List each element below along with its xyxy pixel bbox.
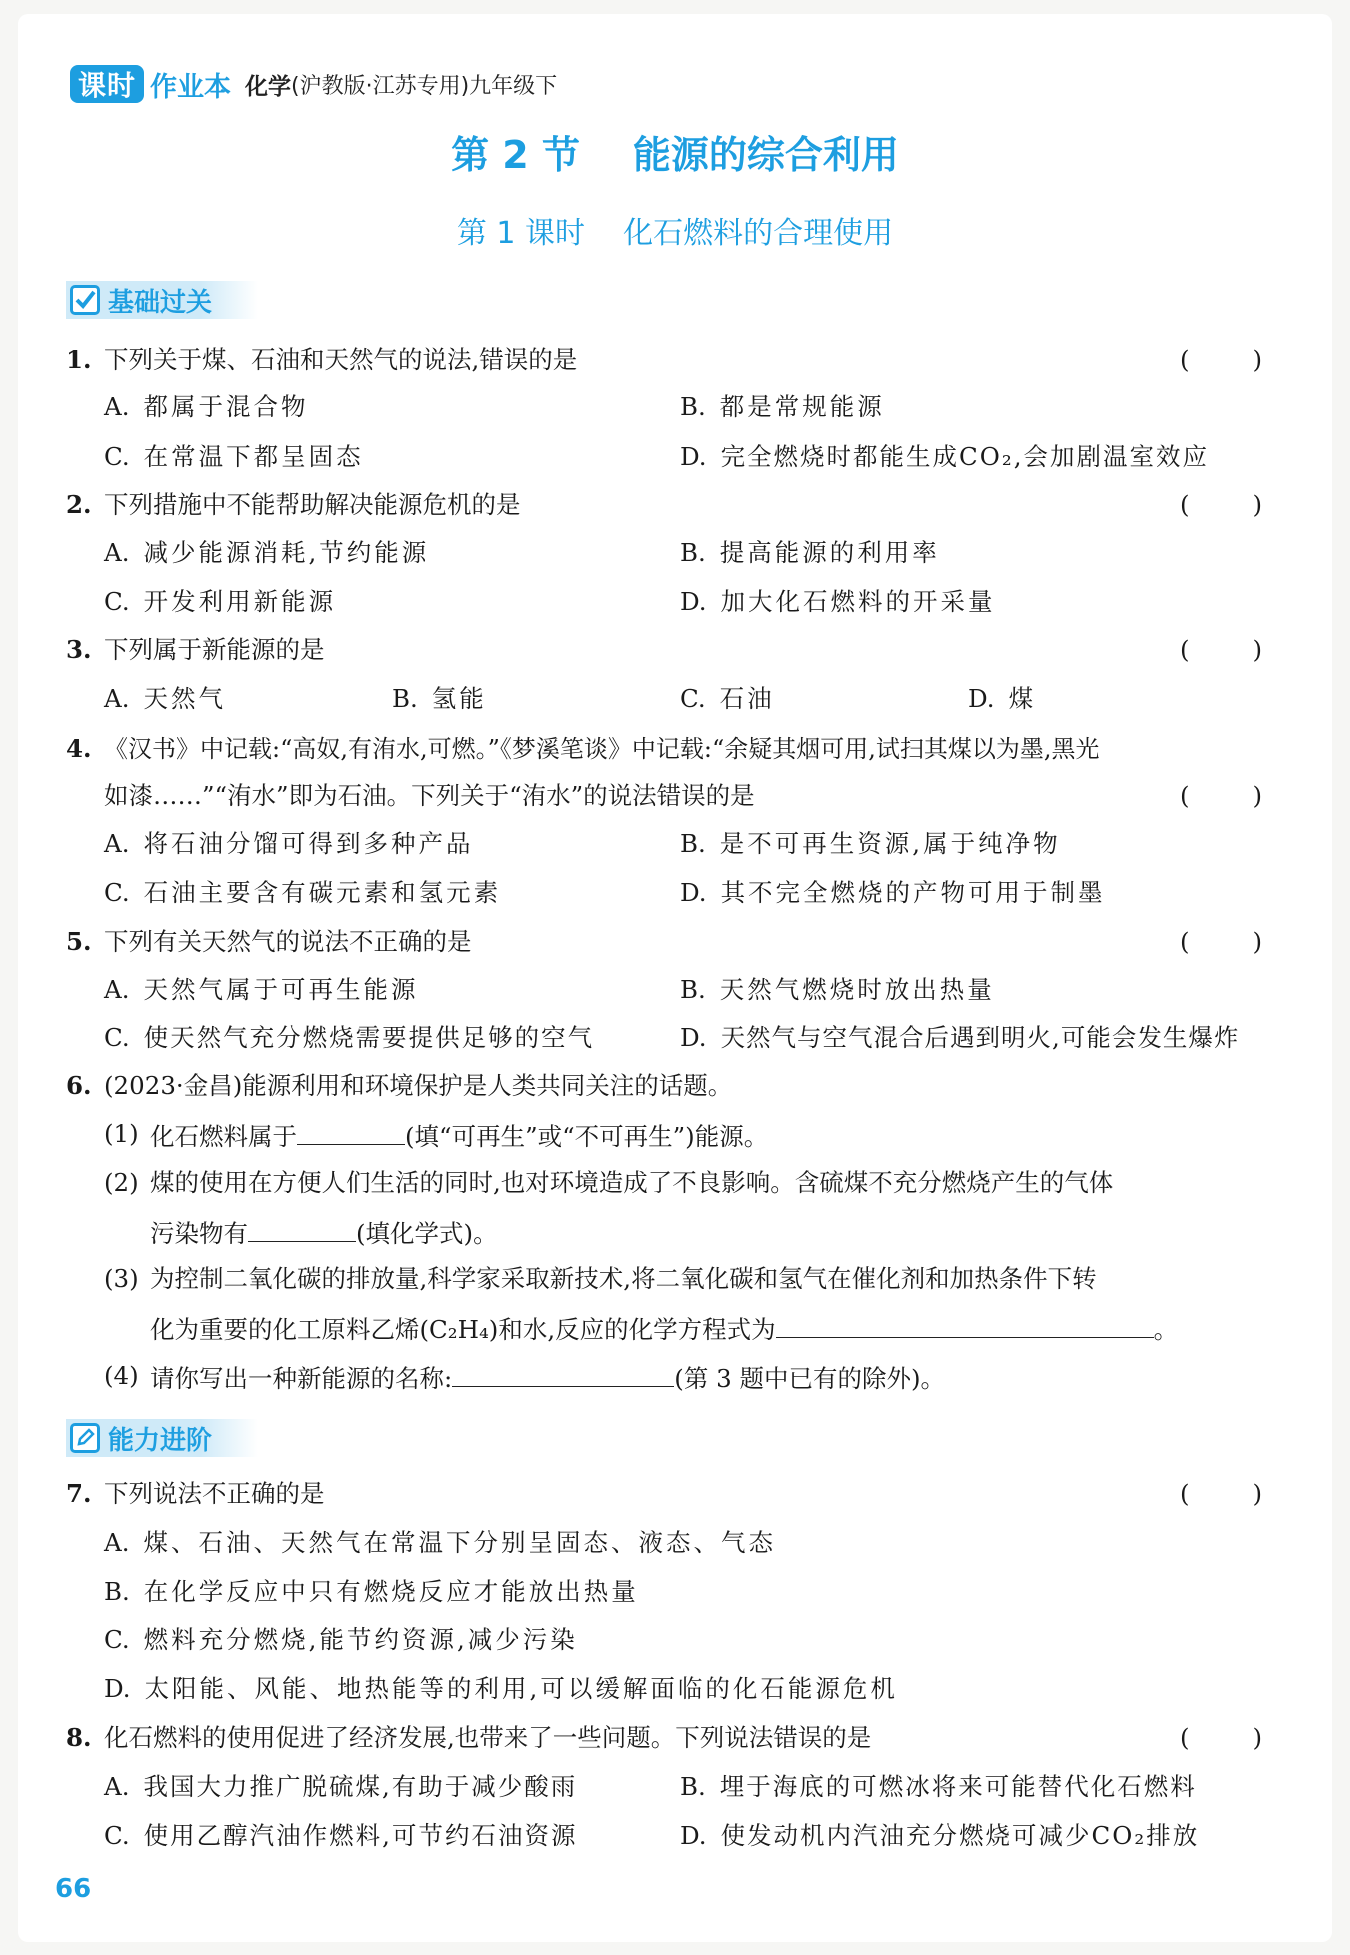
- option-a: A. 煤、石油、天然气在常温下分别呈固态、液态、气态: [104, 1528, 776, 1557]
- question-number: 8.: [66, 1723, 92, 1752]
- option-b: B. 天然气燃烧时放出热量: [680, 975, 995, 1004]
- answer-paren[interactable]: ( ): [1180, 345, 1262, 374]
- option-row: [0, 1572, 1350, 1612]
- question-6: [0, 1066, 1350, 1106]
- page-number: 66: [55, 1874, 92, 1904]
- options-row: [0, 679, 1350, 719]
- options-row: [0, 582, 1350, 622]
- section-advanced-text: 能力进阶: [108, 1425, 213, 1456]
- question-8: [0, 1718, 1350, 1758]
- question-number: 1.: [66, 345, 92, 374]
- options-row: [0, 387, 1350, 427]
- answer-paren[interactable]: ( ): [1180, 490, 1262, 519]
- question-6-part-2: (2) 煤的使用在方便人们生活的同时,也对环境造成了不良影响。含硫煤不充分燃烧产生的气体: [104, 1168, 1114, 1197]
- pencil-icon: [70, 1423, 100, 1453]
- option-c: C. 使用乙醇汽油作燃料,可节约石油资源: [104, 1821, 578, 1850]
- question-7: [0, 1474, 1350, 1514]
- option-row: [0, 1523, 1350, 1563]
- answer-paren[interactable]: ( ): [1180, 1479, 1262, 1508]
- options-row: [0, 1816, 1350, 1856]
- question-4: [0, 729, 1350, 769]
- answer-paren[interactable]: ( ): [1180, 927, 1262, 956]
- section-basic-label: [66, 281, 258, 319]
- answer-blank[interactable]: [297, 1114, 405, 1145]
- question-stem: (2023·金昌)能源利用和环境保护是人类共同关注的话题。: [104, 1071, 733, 1100]
- option-d: D. 完全燃烧时都能生成CO₂,会加剧温室效应: [680, 442, 1210, 471]
- question-5: [0, 922, 1350, 962]
- question-6-part-2-cont: 污染物有 (填化学式)。: [0, 1211, 1350, 1251]
- question-stem: 下列关于煤、石油和天然气的说法,错误的是: [104, 345, 578, 374]
- question-number: 3.: [66, 635, 92, 664]
- page-header: [70, 62, 557, 106]
- question-stem: 《汉书》中记载:“高奴,有洧水,可燃。”《梦溪笔谈》中记载:“余疑其烟可用,试扫其煤以为墨,黑光: [104, 735, 1100, 763]
- option-b: B. 是不可再生资源,属于纯净物: [680, 829, 1061, 858]
- question-4-cont: [0, 776, 1350, 816]
- option-d: D. 其不完全燃烧的产物可用于制墨: [680, 878, 1106, 907]
- question-1: [0, 340, 1350, 380]
- option-c: C. 开发利用新能源: [104, 587, 337, 616]
- option-row: [0, 1620, 1350, 1660]
- option-b: B. 埋于海底的可燃冰将来可能替代化石燃料: [680, 1772, 1197, 1801]
- options-row: [0, 437, 1350, 477]
- question-stem: 下列措施中不能帮助解决能源危机的是: [104, 490, 521, 519]
- option-d: D. 使发动机内汽油充分燃烧可减少CO₂排放: [680, 1821, 1200, 1850]
- question-number: 2.: [66, 490, 92, 519]
- question-number: 5.: [66, 927, 92, 956]
- book-edition: (沪教版·江苏专用)九年级下: [291, 73, 558, 99]
- question-3: [0, 630, 1350, 670]
- option-a: A. 都属于混合物: [104, 392, 309, 421]
- section-title: 第 2 节 能源的综合利用: [451, 133, 899, 177]
- option-c: C. 石油主要含有碳元素和氢元素: [104, 878, 502, 907]
- option-b: B. 都是常规能源: [680, 392, 885, 421]
- section-basic-text: 基础过关: [108, 287, 213, 318]
- checkbox-icon: [70, 285, 100, 315]
- book-subject: 化学: [245, 73, 292, 100]
- options-row: [0, 824, 1350, 864]
- option-d: D. 天然气与空气混合后遇到明火,可能会发生爆炸: [680, 1023, 1240, 1052]
- options-row: [0, 1018, 1350, 1058]
- option-b: B. 提高能源的利用率: [680, 538, 940, 567]
- question-6-part-1: (1) 化石燃料属于 (填“可再生”或“不可再生”)能源。: [0, 1114, 1350, 1154]
- lesson-title: 第 1 课时 化石燃料的合理使用: [456, 216, 894, 251]
- answer-paren[interactable]: ( ): [1180, 1723, 1262, 1752]
- options-row: [0, 533, 1350, 573]
- answer-blank[interactable]: [452, 1356, 674, 1387]
- option-c: C. 石油: [680, 684, 775, 713]
- option-b: B. 氢能: [392, 684, 487, 713]
- question-stem: 下列有关天然气的说法不正确的是: [104, 927, 472, 956]
- option-a: A. 将石油分馏可得到多种产品: [104, 829, 474, 858]
- question-stem: 如漆……”“洧水”即为石油。下列关于“洧水”的说法错误的是: [104, 781, 755, 810]
- question-number: 4.: [66, 734, 92, 763]
- question-6-part-4: (4) 请你写出一种新能源的名称: (第 3 题中已有的除外)。: [0, 1356, 1350, 1396]
- option-c: C. 使天然气充分燃烧需要提供足够的空气: [104, 1023, 595, 1052]
- option-a: A. 天然气: [104, 684, 226, 713]
- answer-blank[interactable]: [248, 1211, 356, 1242]
- question-stem: 化石燃料的使用促进了经济发展,也带来了一些问题。下列说法错误的是: [104, 1723, 872, 1752]
- options-row: [0, 873, 1350, 913]
- brand-logo: 课时: [70, 65, 144, 103]
- question-2: [0, 485, 1350, 525]
- option-a: A. 天然气属于可再生能源: [104, 975, 419, 1004]
- question-stem: 下列说法不正确的是: [104, 1479, 325, 1508]
- answer-blank[interactable]: [776, 1307, 1154, 1338]
- options-row: [0, 970, 1350, 1010]
- option-a: A. 我国大力推广脱硫煤,有助于减少酸雨: [104, 1772, 578, 1801]
- option-d: D. 煤: [968, 684, 1037, 713]
- question-number: 6.: [66, 1071, 92, 1100]
- section-advanced-label: [66, 1419, 258, 1457]
- answer-paren[interactable]: ( ): [1180, 781, 1262, 810]
- question-stem: 下列属于新能源的是: [104, 635, 325, 664]
- question-number: 7.: [66, 1479, 92, 1508]
- option-c: C. 燃料充分燃烧,能节约资源,减少污染: [104, 1625, 578, 1654]
- option-d: D. 加大化石燃料的开采量: [680, 587, 996, 616]
- option-c: C. 在常温下都呈固态: [104, 442, 364, 471]
- question-6-part-3-cont: 化为重要的化工原料乙烯(C₂H₄)和水,反应的化学方程式为 。: [0, 1307, 1350, 1347]
- option-a: A. 减少能源消耗,节约能源: [104, 538, 430, 567]
- options-row: [0, 1767, 1350, 1807]
- option-row: [0, 1669, 1350, 1709]
- question-6-part-3: (3) 为控制二氧化碳的排放量,科学家采取新技术,将二氧化碳和氢气在催化剂和加热条件下转: [104, 1264, 1097, 1293]
- answer-paren[interactable]: ( ): [1180, 635, 1262, 664]
- option-b: B. 在化学反应中只有燃烧反应才能放出热量: [104, 1577, 639, 1606]
- option-d: D. 太阳能、风能、地热能等的利用,可以缓解面临的化石能源危机: [104, 1674, 898, 1703]
- brand-name: 作业本: [150, 71, 232, 103]
